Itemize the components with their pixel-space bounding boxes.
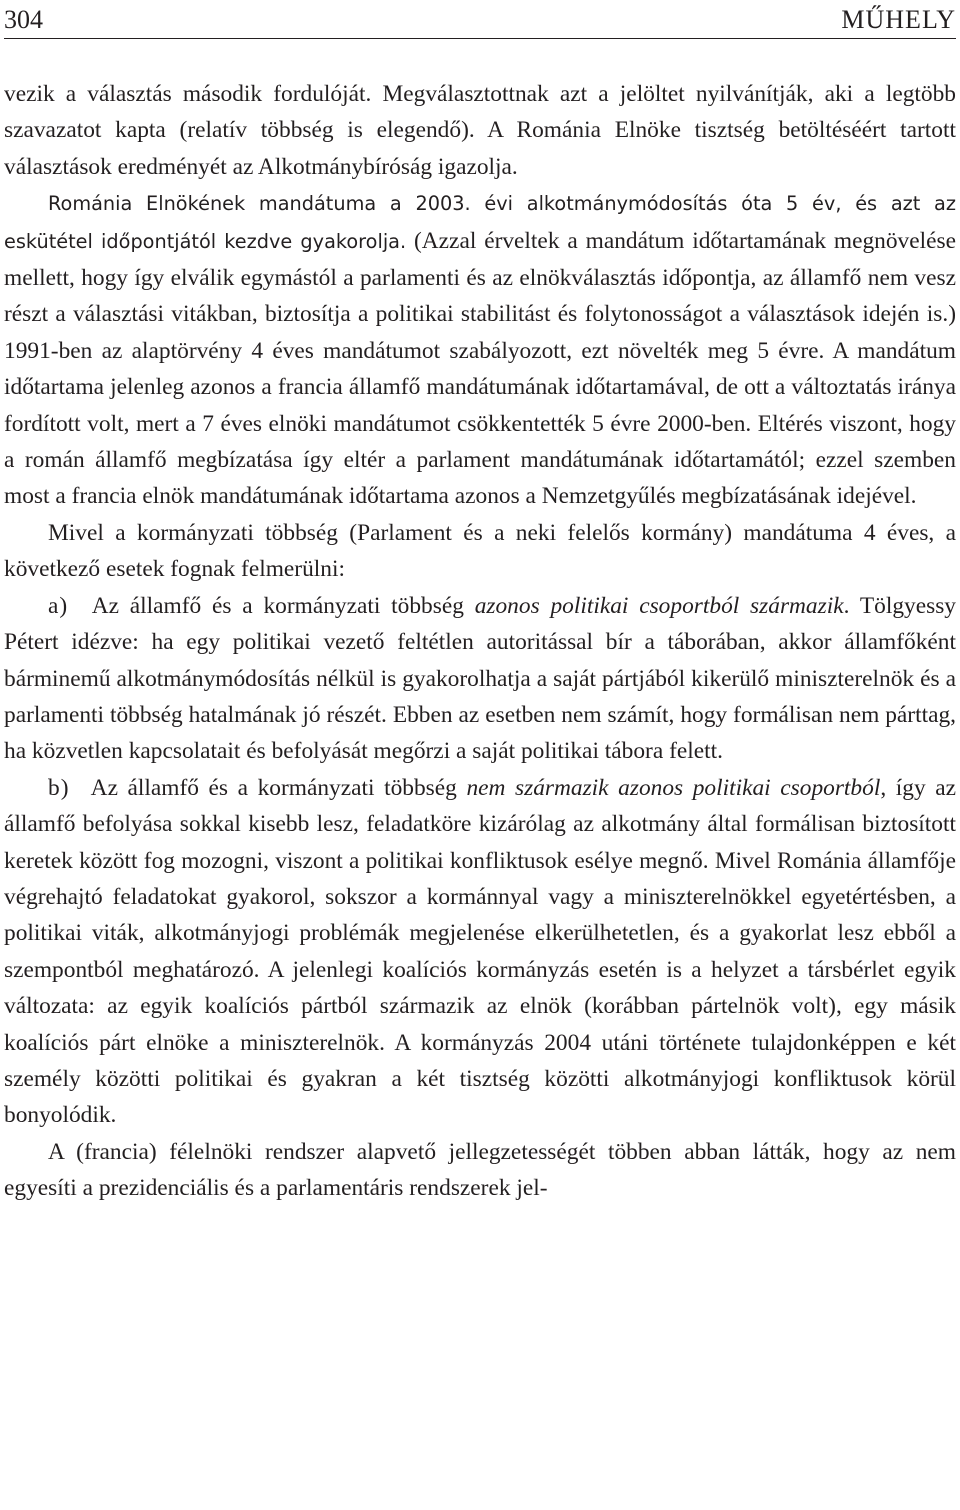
list-marker-a: a): [48, 592, 69, 619]
list-item-a: [4, 588, 956, 770]
paragraph-last: [4, 1134, 956, 1207]
page-header: [4, 2, 956, 39]
list-item-a-lead: Az államfő és a kormányzati többség: [91, 592, 475, 619]
body-text: [4, 76, 956, 1207]
list-item-b-text: , így az államfő befolyása sokkal kisebb lesz, feladatköre kizárólag az alkotmány által formálisan biztosított keretek között fog mozogni, viszont a politikai konfliktusok esélye megnő. Mivel Románia államfője végrehajtó feladatokat gyakorol, sokszor a kormánnyal vagy a miniszterelnökkel egyetértésben, a politikai viták, alkotmányjogi problémák megjelenése elkerülhetetlen, és a gyakorlat lesz ebből a szempontból meghatározó. A jelenlegi koalíciós kormányzás esetén is a helyzet a társbérlet egyik változata: az egyik koalíciós pártból származik az elnök (korábban pártelnök volt), egy másik koalíciós párt elnöke a miniszterelnök. A kormányzás 2004 utáni története tulajdonképpen e két személy közötti politikai és gyakran a két tisztség közötti alkotmányjogi konfliktusok körül bonyolódik.: [4, 774, 956, 1129]
running-title: MŰHELY: [841, 5, 956, 34]
paragraph-last-text: A (francia) félelnöki rendszer alapvető jellegzetességét többen abban látták, hogy az nem egyesíti a prezidenciális és a parlamentáris rendszerek jel-: [4, 1138, 956, 1202]
list-item-b-italic: nem származik azonos politikai csoportból: [466, 774, 881, 801]
paragraph-2-sans-text: Románia Elnökének mandátuma a 2003. évi alkotmánymódosítás óta 5 év, és azt az eskütétel időpontjától kezdve gyakorolja.: [4, 192, 956, 253]
list-item-b: [4, 770, 956, 1134]
paragraph-2: [4, 185, 956, 515]
list-item-a-italic: azonos politikai csoportból származik: [474, 592, 844, 619]
paragraph-2-text: (Azzal érveltek a mandátum időtartamának megnövelése mellett, hogy így elválik egymástól a parlamenti és az elnökválasztás időpontja, az államfő nem vesz részt a választási vitákban, biztosítja a politikai stabilitást és folytonosságot a választások idején is.) 1991-ben az alaptörvény 4 éves mandátumot szabályozott, ezt növelték meg 5 évre. A mandátum időtartama jelenleg azonos a francia államfő mandátumának időtartamával, de ott a változtatás iránya fordított volt, mert a 7 éves elnöki mandátumot csökkentették 5 évre 2000-ben. Eltérés viszont, hogy a román államfő megbízatása így eltér a parlament mandátumának időtartamától; ezzel szemben most a francia elnök mandátumának időtartama azonos a Nemzetgyűlés megbízatásának idejével.: [4, 227, 956, 510]
list-item-b-lead: Az államfő és a kormányzati többség: [90, 774, 467, 801]
page-number: 304: [4, 5, 43, 34]
list-item-a-text: . Tölgyessy Pétert idézve: ha egy politikai vezető feltétlen autoritással bír a táborában, akkor államfőként bárminemű alkotmánymódosítás nélkül is gyakorolhatja a saját pártjából kikerülő miniszterelnök és a parlamenti többség hatalmának jó részét. Ebben az esetben nem számít, hogy formálisan nem párttag, ha közvetlen kapcsolatait és befolyását megőrzi a saját politikai tábora felett.: [4, 592, 956, 765]
paragraph-3-text: Mivel a kormányzati többség (Parlament és a neki felelős kormány) mandátuma 4 éves, a következő esetek fognak felmerülni:: [4, 519, 956, 583]
paragraph-1-text: vezik a választás második fordulóját. Megválasztottnak azt a jelöltet nyilvánítják, aki a legtöbb szavazatot kapta (relatív többség is elegendő). A Románia Elnöke tisztség betöltéséért tartott választások eredményét az Alkotmánybíróság igazolja.: [4, 81, 956, 180]
paragraph-1: [4, 76, 956, 185]
list-marker-b: b): [48, 774, 70, 801]
paragraph-3: [4, 515, 956, 588]
